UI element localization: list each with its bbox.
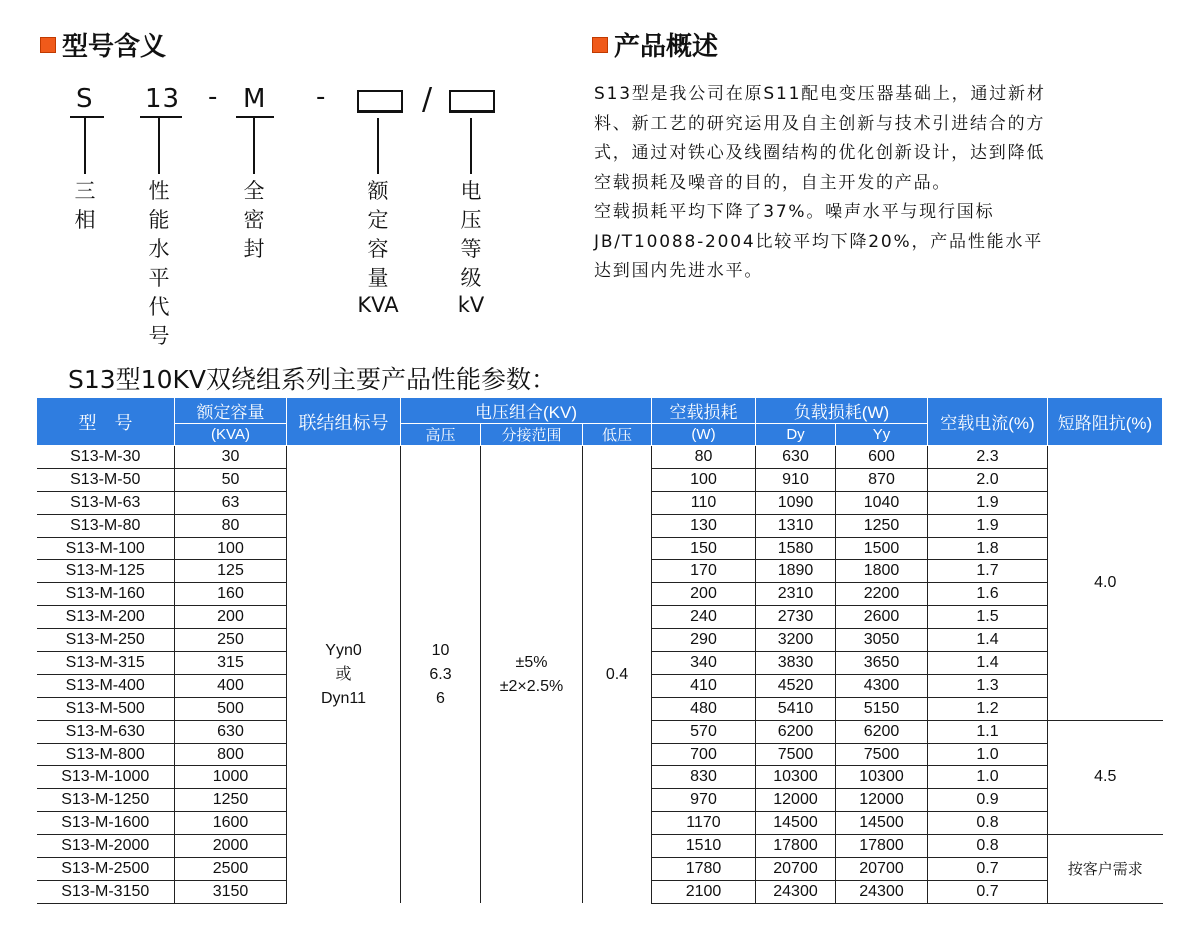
cell-model: S13-M-1000 bbox=[37, 766, 175, 789]
cell-noload-loss: 130 bbox=[652, 514, 756, 537]
cell-noload-loss: 240 bbox=[652, 606, 756, 629]
tap-line: ±5% bbox=[515, 653, 548, 671]
cell-noload-loss: 100 bbox=[652, 468, 756, 491]
cell-load-loss-yy: 870 bbox=[836, 468, 928, 491]
cell-model: S13-M-315 bbox=[37, 652, 175, 675]
cell-load-loss-dy: 3830 bbox=[756, 652, 836, 675]
cell-noload-loss: 150 bbox=[652, 537, 756, 560]
header-tap: 分接范围 bbox=[481, 424, 583, 446]
cell-capacity: 250 bbox=[175, 629, 287, 652]
code-m: M bbox=[243, 84, 267, 114]
cell-load-loss-dy: 14500 bbox=[756, 812, 836, 835]
header-noload-loss: 空载损耗 bbox=[652, 398, 756, 424]
voltage-box bbox=[449, 90, 495, 113]
cell-tap bbox=[481, 446, 583, 904]
cell-load-loss-yy: 2200 bbox=[836, 583, 928, 606]
cell-load-loss-yy: 5150 bbox=[836, 697, 928, 720]
hv-line: 6.3 bbox=[429, 665, 452, 683]
cell-model: S13-M-500 bbox=[37, 697, 175, 720]
cell-model: S13-M-80 bbox=[37, 514, 175, 537]
cell-noload-loss: 1510 bbox=[652, 835, 756, 858]
parameter-table bbox=[36, 397, 1163, 904]
cell-load-loss-dy: 2730 bbox=[756, 606, 836, 629]
cell-noload-loss: 340 bbox=[652, 652, 756, 675]
connection-line: Yyn0 bbox=[325, 641, 362, 659]
cell-load-loss-dy: 20700 bbox=[756, 858, 836, 881]
header-lv: 低压 bbox=[583, 424, 652, 446]
cell-noload-current: 2.3 bbox=[928, 446, 1048, 469]
cell-model: S13-M-50 bbox=[37, 468, 175, 491]
label-rated-capacity: 额定容量 bbox=[367, 179, 389, 290]
header-connection: 联结组标号 bbox=[287, 398, 401, 446]
cell-load-loss-dy: 5410 bbox=[756, 697, 836, 720]
cell-load-loss-yy: 3050 bbox=[836, 629, 928, 652]
overview-title: 产品概述 bbox=[614, 32, 719, 62]
cell-noload-current: 1.5 bbox=[928, 606, 1048, 629]
header-hv: 高压 bbox=[401, 424, 481, 446]
pointer-line bbox=[84, 118, 86, 174]
cell-load-loss-yy: 4300 bbox=[836, 674, 928, 697]
cell-load-loss-yy: 24300 bbox=[836, 880, 928, 903]
dash-1: - bbox=[208, 82, 219, 112]
cell-load-loss-dy: 10300 bbox=[756, 766, 836, 789]
cell-capacity: 500 bbox=[175, 697, 287, 720]
cell-noload-loss: 410 bbox=[652, 674, 756, 697]
cell-impedance: 4.5 bbox=[1048, 720, 1163, 834]
model-meaning-title: 型号含义 bbox=[62, 32, 167, 62]
connection-line: Dyn11 bbox=[320, 689, 367, 707]
cell-load-loss-yy: 600 bbox=[836, 446, 928, 469]
cell-noload-loss: 2100 bbox=[652, 880, 756, 903]
connection-line: 或 bbox=[335, 665, 352, 683]
cell-noload-loss: 80 bbox=[652, 446, 756, 469]
cell-noload-loss: 200 bbox=[652, 583, 756, 606]
cell-load-loss-yy: 20700 bbox=[836, 858, 928, 881]
cell-noload-current: 1.0 bbox=[928, 743, 1048, 766]
cell-noload-current: 1.2 bbox=[928, 697, 1048, 720]
cell-model: S13-M-30 bbox=[37, 446, 175, 469]
cell-load-loss-dy: 7500 bbox=[756, 743, 836, 766]
cell-capacity: 50 bbox=[175, 468, 287, 491]
cell-noload-current: 1.6 bbox=[928, 583, 1048, 606]
unit-kva: KVA bbox=[357, 293, 399, 317]
cell-model: S13-M-2000 bbox=[37, 835, 175, 858]
cell-connection bbox=[287, 446, 401, 904]
header-capacity: 额定容量 bbox=[175, 398, 287, 424]
underline bbox=[236, 116, 274, 118]
cell-load-loss-dy: 2310 bbox=[756, 583, 836, 606]
cell-capacity: 160 bbox=[175, 583, 287, 606]
label-voltage-level: 电压等级 bbox=[460, 179, 482, 290]
cell-capacity: 1250 bbox=[175, 789, 287, 812]
cell-noload-loss: 970 bbox=[652, 789, 756, 812]
underline bbox=[140, 116, 182, 118]
cell-noload-loss: 290 bbox=[652, 629, 756, 652]
cell-model: S13-M-400 bbox=[37, 674, 175, 697]
cell-load-loss-yy: 10300 bbox=[836, 766, 928, 789]
cell-lv: 0.4 bbox=[583, 446, 652, 904]
cell-noload-loss: 570 bbox=[652, 720, 756, 743]
cell-load-loss-yy: 14500 bbox=[836, 812, 928, 835]
cell-noload-current: 1.3 bbox=[928, 674, 1048, 697]
cell-capacity: 200 bbox=[175, 606, 287, 629]
cell-model: S13-M-125 bbox=[37, 560, 175, 583]
cell-load-loss-dy: 3200 bbox=[756, 629, 836, 652]
table-row bbox=[37, 446, 1163, 469]
hv-line: 6 bbox=[436, 689, 445, 707]
cell-load-loss-dy: 6200 bbox=[756, 720, 836, 743]
header-noload-loss-unit: (W) bbox=[652, 424, 756, 446]
capacity-box bbox=[357, 90, 403, 113]
header-model: 型 号 bbox=[37, 398, 175, 446]
cell-impedance: 4.0 bbox=[1048, 446, 1163, 721]
cell-noload-current: 0.7 bbox=[928, 858, 1048, 881]
cell-capacity: 125 bbox=[175, 560, 287, 583]
cell-noload-current: 0.8 bbox=[928, 812, 1048, 835]
cell-capacity: 630 bbox=[175, 720, 287, 743]
cell-load-loss-dy: 910 bbox=[756, 468, 836, 491]
slash: / bbox=[422, 82, 434, 117]
header-load-loss: 负载损耗(W) bbox=[756, 398, 928, 424]
cell-model: S13-M-63 bbox=[37, 491, 175, 514]
cell-load-loss-yy: 1250 bbox=[836, 514, 928, 537]
pointer-line bbox=[158, 118, 160, 174]
cell-noload-loss: 170 bbox=[652, 560, 756, 583]
cell-load-loss-yy: 7500 bbox=[836, 743, 928, 766]
cell-capacity: 100 bbox=[175, 537, 287, 560]
cell-model: S13-M-3150 bbox=[37, 880, 175, 903]
pointer-line bbox=[253, 118, 255, 174]
cell-model: S13-M-200 bbox=[37, 606, 175, 629]
code-13: 13 bbox=[145, 84, 181, 114]
dash-2: - bbox=[316, 82, 327, 112]
unit-kv: kV bbox=[457, 293, 485, 317]
header-dy: Dy bbox=[756, 424, 836, 446]
pointer-line bbox=[470, 118, 472, 174]
code-s: S bbox=[76, 84, 94, 114]
cell-load-loss-dy: 1310 bbox=[756, 514, 836, 537]
cell-noload-loss: 110 bbox=[652, 491, 756, 514]
overview-paragraph: S13型是我公司在原S11配电变压器基础上，通过新材料、新工艺的研究运用及自主创新与技术引进结合的方式，通过对铁心及线圈结构的优化创新设计，达到降低空载损耗及噪音的目的，自主开发的产品。 bbox=[594, 84, 1046, 193]
hv-line: 10 bbox=[431, 641, 450, 659]
cell-noload-loss: 700 bbox=[652, 743, 756, 766]
cell-noload-current: 1.4 bbox=[928, 629, 1048, 652]
cell-model: S13-M-100 bbox=[37, 537, 175, 560]
cell-noload-loss: 830 bbox=[652, 766, 756, 789]
cell-noload-loss: 1780 bbox=[652, 858, 756, 881]
cell-load-loss-dy: 1090 bbox=[756, 491, 836, 514]
cell-load-loss-dy: 24300 bbox=[756, 880, 836, 903]
cell-load-loss-yy: 17800 bbox=[836, 835, 928, 858]
cell-load-loss-dy: 12000 bbox=[756, 789, 836, 812]
cell-capacity: 63 bbox=[175, 491, 287, 514]
header-voltage: 电压组合(KV) bbox=[401, 398, 652, 424]
cell-capacity: 315 bbox=[175, 652, 287, 675]
table-body bbox=[37, 446, 1163, 904]
cell-load-loss-yy: 3650 bbox=[836, 652, 928, 675]
cell-noload-current: 1.4 bbox=[928, 652, 1048, 675]
cell-load-loss-yy: 1500 bbox=[836, 537, 928, 560]
cell-noload-current: 1.7 bbox=[928, 560, 1048, 583]
label-fully-sealed: 全密封 bbox=[243, 179, 265, 261]
cell-capacity: 800 bbox=[175, 743, 287, 766]
cell-noload-current: 1.9 bbox=[928, 514, 1048, 537]
header-yy: Yy bbox=[836, 424, 928, 446]
label-performance-code: 性能水平代号 bbox=[148, 179, 170, 348]
cell-model: S13-M-1250 bbox=[37, 789, 175, 812]
cell-load-loss-yy: 2600 bbox=[836, 606, 928, 629]
cell-capacity: 1600 bbox=[175, 812, 287, 835]
underline bbox=[70, 116, 104, 118]
cell-load-loss-dy: 4520 bbox=[756, 674, 836, 697]
cell-load-loss-yy: 1800 bbox=[836, 560, 928, 583]
cell-model: S13-M-800 bbox=[37, 743, 175, 766]
cell-noload-current: 0.8 bbox=[928, 835, 1048, 858]
overview-text bbox=[594, 80, 1054, 287]
cell-capacity: 3150 bbox=[175, 880, 287, 903]
tap-line: ±2×2.5% bbox=[499, 677, 564, 695]
cell-load-loss-dy: 630 bbox=[756, 446, 836, 469]
overview-paragraph: 空载损耗平均下降了37%。噪声水平与现行国标JB/T10088-2004比较平均下降20%，产品性能水平达到国内先进水平。 bbox=[594, 202, 1044, 281]
cell-noload-current: 0.7 bbox=[928, 880, 1048, 903]
cell-hv bbox=[401, 446, 481, 904]
pointer-line bbox=[377, 118, 379, 174]
cell-noload-current: 1.9 bbox=[928, 491, 1048, 514]
cell-model: S13-M-250 bbox=[37, 629, 175, 652]
cell-noload-current: 0.9 bbox=[928, 789, 1048, 812]
cell-capacity: 30 bbox=[175, 446, 287, 469]
cell-load-loss-dy: 1580 bbox=[756, 537, 836, 560]
header-impedance: 短路阻抗(%) bbox=[1048, 398, 1163, 446]
cell-load-loss-yy: 1040 bbox=[836, 491, 928, 514]
cell-capacity: 80 bbox=[175, 514, 287, 537]
cell-noload-loss: 1170 bbox=[652, 812, 756, 835]
cell-model: S13-M-160 bbox=[37, 583, 175, 606]
cell-noload-current: 1.0 bbox=[928, 766, 1048, 789]
cell-capacity: 2000 bbox=[175, 835, 287, 858]
label-three-phase: 三相 bbox=[74, 179, 96, 232]
cell-noload-current: 2.0 bbox=[928, 468, 1048, 491]
cell-load-loss-yy: 12000 bbox=[836, 789, 928, 812]
model-meaning-heading bbox=[40, 26, 166, 63]
cell-model: S13-M-630 bbox=[37, 720, 175, 743]
cell-impedance: 按客户需求 bbox=[1048, 835, 1163, 904]
cell-capacity: 2500 bbox=[175, 858, 287, 881]
header-noload-current: 空载电流(%) bbox=[928, 398, 1048, 446]
header-capacity-unit: (KVA) bbox=[175, 424, 287, 446]
overview-heading bbox=[592, 26, 718, 63]
cell-capacity: 1000 bbox=[175, 766, 287, 789]
cell-noload-current: 1.1 bbox=[928, 720, 1048, 743]
table-title: S13型10KV双绕组系列主要产品性能参数： bbox=[68, 365, 556, 394]
orange-square-icon bbox=[592, 37, 608, 53]
orange-square-icon bbox=[40, 37, 56, 53]
cell-load-loss-dy: 17800 bbox=[756, 835, 836, 858]
cell-load-loss-dy: 1890 bbox=[756, 560, 836, 583]
cell-model: S13-M-2500 bbox=[37, 858, 175, 881]
cell-capacity: 400 bbox=[175, 674, 287, 697]
cell-load-loss-yy: 6200 bbox=[836, 720, 928, 743]
cell-model: S13-M-1600 bbox=[37, 812, 175, 835]
cell-noload-loss: 480 bbox=[652, 697, 756, 720]
cell-noload-current: 1.8 bbox=[928, 537, 1048, 560]
